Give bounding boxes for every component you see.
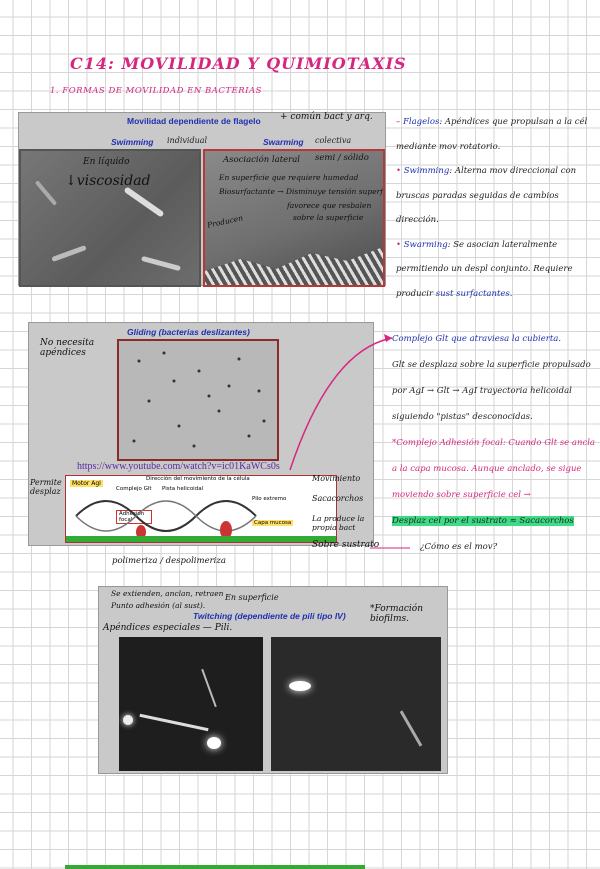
biofilm-note: *Formación biofilms.	[370, 604, 424, 624]
note-flagelos: – Flagelos: Apéndices que propulsan a la cél mediante mov rotatorio.	[396, 117, 588, 152]
twitching-micrograph-left	[119, 637, 263, 771]
slide-annot-2: sobre la superficie	[293, 213, 364, 222]
gliding-panel-title: Gliding (bacterias deslizantes)	[127, 327, 250, 337]
semisolid-annot: semi / sólido	[315, 153, 369, 163]
note-swimming: • Swimming: Alterna mov direccional con bruscas paradas seguidas de cambios dirección.	[396, 166, 577, 225]
motor-agl-label: Motor AgI	[72, 480, 101, 487]
surfactant-highlight: sust surfactantes.	[435, 288, 513, 299]
gliding-url-link[interactable]: https://www.youtube.com/watch?v=ic01KaWCs0s	[77, 461, 280, 472]
adhesion-point-annot: Punto adhesión (al sust).	[111, 601, 206, 610]
humidity-annot: En superficie que requiere humedad	[219, 173, 359, 182]
slide-annot-1: favorece que resbalen	[287, 201, 372, 210]
corkscrew-note: Desplaz cel por el sustrato ≈ Sacacorchos	[392, 516, 574, 526]
focal-adhesion-label: Adhesión focal	[116, 510, 152, 524]
direction-label: Dirección del movimiento de la célula	[146, 476, 250, 482]
flagellum-common-note: + común bact y arq.	[280, 112, 373, 122]
viscosity-annot: ↓viscosidad	[65, 173, 151, 189]
question-note: ¿Cómo es el mov?	[420, 542, 498, 552]
focal-adhesion-note: *Complejo Adhesión focal: Cuando Glt se ancla a la capa mucosa. Aunque anclado, se sigue moviendo sobre superficie cel →	[392, 438, 595, 500]
extend-annot: Se extienden, anclan, retraen	[111, 589, 224, 598]
mucus-layer-label: Capa mucosa	[254, 520, 292, 526]
term-swarming: Swarming	[403, 239, 448, 250]
lateral-annot: Asociación lateral	[223, 155, 301, 165]
surface-annot: En superficie	[225, 593, 279, 602]
liquid-annot: En líquido	[83, 157, 130, 167]
movement-annot: Movimiento	[312, 474, 361, 483]
glt-complex-label: Complejo Glt	[116, 486, 152, 492]
produced-by-bact-annot: La produce la propia bact	[312, 514, 365, 532]
no-appendix-note: No necesita apéndices	[40, 338, 95, 358]
term-swimming: Swimming	[403, 166, 450, 176]
special-appendix-annot: Apéndices especiales — Pili.	[103, 623, 233, 633]
section-subtitle: 1. FORMAS DE MOVILIDAD EN BACTERIAS	[50, 86, 262, 96]
term-flagelos: Flagelos	[402, 117, 440, 127]
twitching-panel-title: Twitching (dependiente de pili tipo IV)	[193, 611, 346, 621]
over-substrate-annot: Sobre sustrato	[312, 540, 380, 550]
swarming-label: Swarming	[263, 137, 304, 147]
page-title: C14: MOVILIDAD Y QUIMIOTAXIS	[70, 54, 407, 73]
produce-annot: Producen	[206, 213, 244, 230]
corkscrew-annot: Sacacorchos	[312, 494, 364, 503]
flagellum-panel-title: Movilidad dependiente de flagelo	[127, 116, 261, 126]
swarming-note: colectiva	[315, 136, 352, 145]
pili-label: Pilo extremo	[252, 496, 287, 502]
helical-track-label: Pista helicoidal	[162, 486, 204, 492]
swimming-note: individual	[167, 136, 208, 145]
polymerize-note: polimeriza / despolimeriza	[112, 556, 226, 566]
glt-movement-note: Glt se desplaza sobre la superficie propulsado por AgI → Glt → AgI trayectoria helicoidal siguiendo "pistas" desconocidas.	[392, 360, 591, 422]
permite-desplaz-annot: Permite desplaz	[30, 478, 62, 496]
swimming-label: Swimming	[111, 137, 154, 147]
glt-complex-note: Complejo Glt que atraviesa la cubierta.	[392, 334, 562, 344]
twitching-micrograph-right	[271, 637, 441, 771]
biosurfactant-annot: Biosurfactante → Disminuye tensión superf	[219, 187, 383, 196]
note-swarming: • Swarming: Se asocian lateralmente permitiendo un despl conjunto. Requiere producir sust surfactantes.	[396, 239, 573, 299]
